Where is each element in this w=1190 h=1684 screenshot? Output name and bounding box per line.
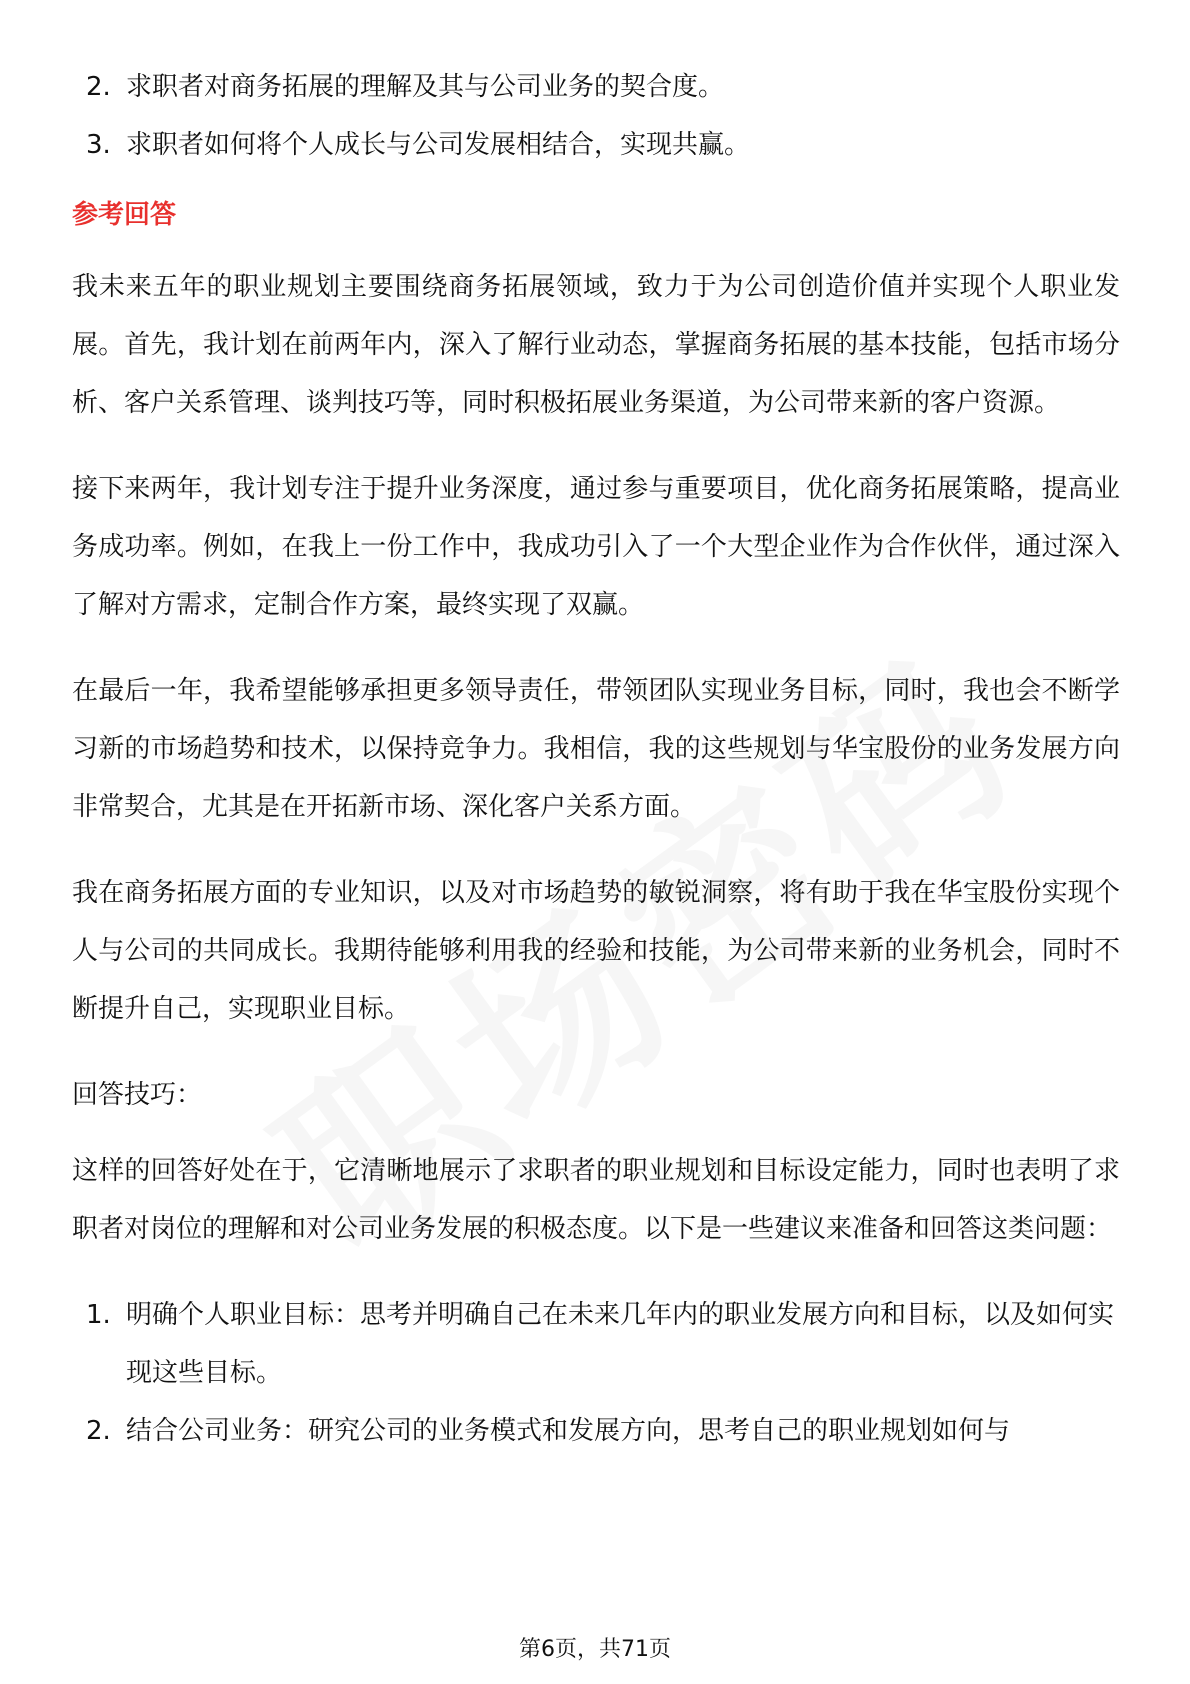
list-item [72, 116, 1120, 174]
page-content [72, 58, 1120, 1460]
page-footer: 第6页，共71页 [519, 1637, 671, 1662]
list-number: 2. [86, 1416, 111, 1446]
list-number: 2. [86, 72, 111, 102]
tips-intro: 这样的回答好处在于，它清晰地展示了求职者的职业规划和目标设定能力，同时也表明了求职者对岗位的理解和对公司业务发展的积极态度。以下是一些建议来准备和回答这类问题： [72, 1156, 1120, 1244]
list-text: 求职者如何将个人成长与公司发展相结合，实现共赢。 [126, 130, 751, 160]
answer-paragraph: 我未来五年的职业规划主要围绕商务拓展领域，致力于为公司创造价值并实现个人职业发展。首先，我计划在前两年内，深入了解行业动态，掌握商务拓展的基本技能，包括市场分析、客户关系管理、谈判技巧等，同时积极拓展业务渠道，为公司带来新的客户资源。 [72, 272, 1120, 418]
reference-answer-heading: 参考回答 [72, 200, 177, 230]
list-text: 明确个人职业目标：思考并明确自己在未来几年内的职业发展方向和目标，以及如何实现这些目标。 [126, 1300, 1115, 1388]
list-text: 求职者对商务拓展的理解及其与公司业务的契合度。 [126, 72, 725, 102]
tips-label: 回答技巧： [72, 1080, 203, 1110]
answer-paragraph: 在最后一年，我希望能够承担更多领导责任，带领团队实现业务目标，同时，我也会不断学习新的市场趋势和技术，以保持竞争力。我相信，我的这些规划与华宝股份的业务发展方向非常契合，尤其是在开拓新市场、深化客户关系方面。 [72, 676, 1120, 822]
list-item [72, 58, 1120, 116]
tips-list [72, 1286, 1120, 1460]
answer-paragraph: 我在商务拓展方面的专业知识，以及对市场趋势的敏锐洞察，将有助于我在华宝股份实现个人与公司的共同成长。我期待能够利用我的经验和技能，为公司带来新的业务机会，同时不断提升自己，实现职业目标。 [72, 878, 1120, 1024]
list-item [72, 1402, 1120, 1460]
list-text: 结合公司业务：研究公司的业务模式和发展方向，思考自己的职业规划如何与 [126, 1416, 1011, 1446]
list-number: 1. [86, 1300, 111, 1330]
list-item [72, 1286, 1120, 1402]
top-question-list [72, 58, 1120, 174]
answer-paragraph: 接下来两年，我计划专注于提升业务深度，通过参与重要项目，优化商务拓展策略，提高业务成功率。例如，在我上一份工作中，我成功引入了一个大型企业作为合作伙伴，通过深入了解对方需求，定制合作方案，最终实现了双赢。 [72, 474, 1120, 620]
list-number: 3. [86, 130, 111, 160]
